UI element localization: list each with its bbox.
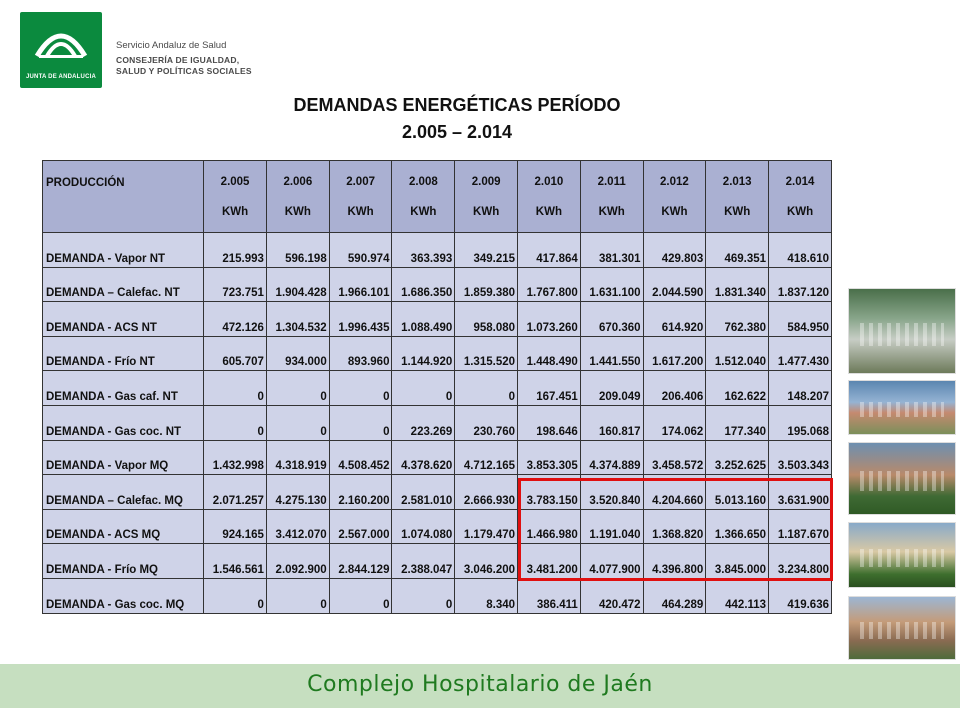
table-cell: 2.844.129 — [329, 544, 392, 579]
table-cell: 363.393 — [392, 233, 455, 268]
row-label: DEMANDA - Gas coc. NT — [43, 405, 204, 440]
table-row — [43, 405, 832, 440]
logo-text: JUNTA DE ANDALUCIA — [25, 74, 97, 80]
org-name: Servicio Andaluz de Salud — [116, 40, 227, 51]
header-year: 2.013 — [722, 175, 752, 188]
table-cell: 464.289 — [643, 578, 706, 613]
page-title — [0, 92, 914, 146]
table-cell: 148.207 — [769, 371, 832, 406]
table-cell: 1.448.490 — [518, 336, 581, 371]
table-cell: 0 — [329, 578, 392, 613]
row-label: DEMANDA - ACS MQ — [43, 509, 204, 544]
header-produccion: PRODUCCIÓN — [43, 161, 204, 233]
table-cell: 2.071.257 — [204, 475, 267, 510]
table-cell: 206.406 — [643, 371, 706, 406]
table-cell: 1.966.101 — [329, 267, 392, 302]
table-cell: 0 — [392, 578, 455, 613]
table-cell: 1.466.980 — [518, 509, 581, 544]
header-unit: KWh — [410, 205, 437, 218]
table-cell: 1.686.350 — [392, 267, 455, 302]
table-cell: 195.068 — [769, 405, 832, 440]
header-year: 2.005 — [220, 175, 250, 188]
table-cell: 1.315.520 — [455, 336, 518, 371]
table-cell: 1.366.650 — [706, 509, 769, 544]
header-unit: KWh — [221, 205, 249, 218]
table-cell: 1.304.532 — [266, 302, 329, 337]
table-cell: 723.751 — [204, 267, 267, 302]
table-cell: 4.204.660 — [643, 475, 706, 510]
hospital-photo-1 — [848, 288, 956, 374]
table-cell: 3.503.343 — [769, 440, 832, 475]
table-cell: 0 — [266, 578, 329, 613]
table-cell: 3.252.625 — [706, 440, 769, 475]
table-cell: 167.451 — [518, 371, 581, 406]
table-cell: 1.767.800 — [518, 267, 581, 302]
table-cell: 1.617.200 — [643, 336, 706, 371]
table-cell: 2.581.010 — [392, 475, 455, 510]
table-cell: 1.512.040 — [706, 336, 769, 371]
table-cell: 177.340 — [706, 405, 769, 440]
header-year-col — [392, 161, 455, 233]
table-cell: 420.472 — [580, 578, 643, 613]
header-year-col — [455, 161, 518, 233]
table-cell: 1.831.340 — [706, 267, 769, 302]
table-cell: 1.368.820 — [643, 509, 706, 544]
row-label: DEMANDA – Calefac. MQ — [43, 475, 204, 510]
title-line1: DEMANDAS ENERGÉTICAS PERÍODO — [293, 95, 621, 115]
table-cell: 1.546.561 — [204, 544, 267, 579]
table-row — [43, 371, 832, 406]
table-cell: 1.996.435 — [329, 302, 392, 337]
table-cell: 2.092.900 — [266, 544, 329, 579]
table-cell: 2.160.200 — [329, 475, 392, 510]
org-department-line1: CONSEJERÍA DE IGUALDAD, — [116, 55, 240, 65]
table-cell: 472.126 — [204, 302, 267, 337]
table-cell: 958.080 — [455, 302, 518, 337]
table-cell: 174.062 — [643, 405, 706, 440]
table-cell: 3.046.200 — [455, 544, 518, 579]
table-cell: 4.396.800 — [643, 544, 706, 579]
table-cell: 1.432.998 — [204, 440, 267, 475]
org-department-line2: SALUD Y POLÍTICAS SOCIALES — [116, 66, 252, 76]
table-cell: 1.074.080 — [392, 509, 455, 544]
table-cell: 8.340 — [455, 578, 518, 613]
table-cell: 3.520.840 — [580, 475, 643, 510]
table-cell: 381.301 — [580, 233, 643, 268]
highlight-box — [518, 478, 833, 581]
header-year-col — [266, 161, 329, 233]
table-cell: 934.000 — [266, 336, 329, 371]
table-cell: 1.631.100 — [580, 267, 643, 302]
table-cell: 4.275.130 — [266, 475, 329, 510]
table-cell: 223.269 — [392, 405, 455, 440]
hospital-photo-4 — [848, 522, 956, 588]
header-year-col — [204, 161, 267, 233]
table-cell: 584.950 — [769, 302, 832, 337]
table-cell: 614.920 — [643, 302, 706, 337]
table-cell: 0 — [329, 371, 392, 406]
table-cell: 3.412.070 — [266, 509, 329, 544]
table-cell: 0 — [392, 371, 455, 406]
table-cell: 1.477.430 — [769, 336, 832, 371]
header-year-col — [769, 161, 832, 233]
table-row — [43, 336, 832, 371]
table-cell: 4.712.165 — [455, 440, 518, 475]
table-cell: 386.411 — [518, 578, 581, 613]
table-cell: 605.707 — [204, 336, 267, 371]
table-cell: 596.198 — [266, 233, 329, 268]
table-cell: 893.960 — [329, 336, 392, 371]
table-cell: 3.234.800 — [769, 544, 832, 579]
table-cell: 590.974 — [329, 233, 392, 268]
table-cell: 3.481.200 — [518, 544, 581, 579]
header-year: 2.012 — [660, 175, 689, 188]
header-unit: KWh — [473, 205, 500, 218]
table-cell: 2.388.047 — [392, 544, 455, 579]
hospital-photo-5 — [848, 596, 956, 660]
table-cell: 1.144.920 — [392, 336, 455, 371]
header-year: 2.014 — [785, 175, 815, 188]
table-cell: 417.864 — [518, 233, 581, 268]
header-unit: KWh — [786, 205, 814, 218]
table-cell: 3.845.000 — [706, 544, 769, 579]
header-year: 2.006 — [283, 175, 313, 188]
table-cell: 442.113 — [706, 578, 769, 613]
table-cell: 3.631.900 — [769, 475, 832, 510]
table-cell: 4.508.452 — [329, 440, 392, 475]
table-cell: 0 — [266, 405, 329, 440]
table-row — [43, 267, 832, 302]
table-cell: 349.215 — [455, 233, 518, 268]
table-cell: 209.049 — [580, 371, 643, 406]
table-cell: 0 — [455, 371, 518, 406]
header-unit: KWh — [598, 205, 625, 218]
table-row — [43, 233, 832, 268]
row-label: DEMANDA - Vapor NT — [43, 233, 204, 268]
header-year-col — [518, 161, 581, 233]
row-label: DEMANDA – Calefac. NT — [43, 267, 204, 302]
header-year: 2.009 — [471, 175, 501, 188]
table-cell: 1.187.670 — [769, 509, 832, 544]
table-cell: 4.077.900 — [580, 544, 643, 579]
table-header-row — [43, 161, 832, 233]
table-cell: 0 — [204, 578, 267, 613]
table-cell: 469.351 — [706, 233, 769, 268]
row-label: DEMANDA - Gas coc. MQ — [43, 578, 204, 613]
header-year: 2.007 — [346, 175, 375, 188]
table-cell: 162.622 — [706, 371, 769, 406]
table-row — [43, 440, 832, 475]
table-cell: 1.179.470 — [455, 509, 518, 544]
table-cell: 3.853.305 — [518, 440, 581, 475]
table-cell: 670.360 — [580, 302, 643, 337]
table-cell: 230.760 — [455, 405, 518, 440]
table-cell: 1.441.550 — [580, 336, 643, 371]
table-cell: 1.837.120 — [769, 267, 832, 302]
table-cell: 0 — [266, 371, 329, 406]
header-unit: KWh — [724, 205, 751, 218]
header-year-col — [643, 161, 706, 233]
table-cell: 1.191.040 — [580, 509, 643, 544]
row-label: DEMANDA - Vapor MQ — [43, 440, 204, 475]
table-cell: 3.783.150 — [518, 475, 581, 510]
header-unit: KWh — [661, 205, 688, 218]
table-cell: 419.636 — [769, 578, 832, 613]
table-cell: 1.073.260 — [518, 302, 581, 337]
table-cell: 4.378.620 — [392, 440, 455, 475]
title-line2: 2.005 – 2.014 — [401, 122, 513, 142]
junta-andalucia-logo — [20, 12, 102, 88]
logo-arch-icon — [31, 22, 91, 62]
table-cell: 762.380 — [706, 302, 769, 337]
hospital-photo-3 — [848, 442, 956, 515]
table-cell: 5.013.160 — [706, 475, 769, 510]
table-cell: 198.646 — [518, 405, 581, 440]
header-year: 2.011 — [597, 175, 626, 188]
table-cell: 1.859.380 — [455, 267, 518, 302]
table-cell: 0 — [204, 371, 267, 406]
table-cell: 418.610 — [769, 233, 832, 268]
table-cell: 0 — [329, 405, 392, 440]
row-label: DEMANDA - Gas caf. NT — [43, 371, 204, 406]
header-year-col — [580, 161, 643, 233]
table-cell: 3.458.572 — [643, 440, 706, 475]
header-year: 2.010 — [534, 175, 564, 188]
row-label: DEMANDA - Frío NT — [43, 336, 204, 371]
hospital-photo-2 — [848, 380, 956, 435]
table-cell: 429.803 — [643, 233, 706, 268]
table-row — [43, 302, 832, 337]
table-cell: 1.904.428 — [266, 267, 329, 302]
row-label: DEMANDA - Frío MQ — [43, 544, 204, 579]
table-row — [43, 578, 832, 613]
row-label: DEMANDA - ACS NT — [43, 302, 204, 337]
table-cell: 4.374.889 — [580, 440, 643, 475]
table-cell: 2.044.590 — [643, 267, 706, 302]
header-year: 2.008 — [408, 175, 438, 188]
header-year-col — [706, 161, 769, 233]
table-cell: 4.318.919 — [266, 440, 329, 475]
table-cell: 2.567.000 — [329, 509, 392, 544]
table-cell: 924.165 — [204, 509, 267, 544]
table-cell: 1.088.490 — [392, 302, 455, 337]
header-unit: KWh — [535, 205, 562, 218]
table-cell: 0 — [204, 405, 267, 440]
footer-text: Complejo Hospitalario de Jaén — [307, 672, 653, 697]
table-cell: 2.666.930 — [455, 475, 518, 510]
header-unit: KWh — [347, 205, 374, 218]
table-cell: 215.993 — [204, 233, 267, 268]
table-cell: 160.817 — [580, 405, 643, 440]
header-unit: KWh — [284, 205, 311, 218]
header-year-col — [329, 161, 392, 233]
